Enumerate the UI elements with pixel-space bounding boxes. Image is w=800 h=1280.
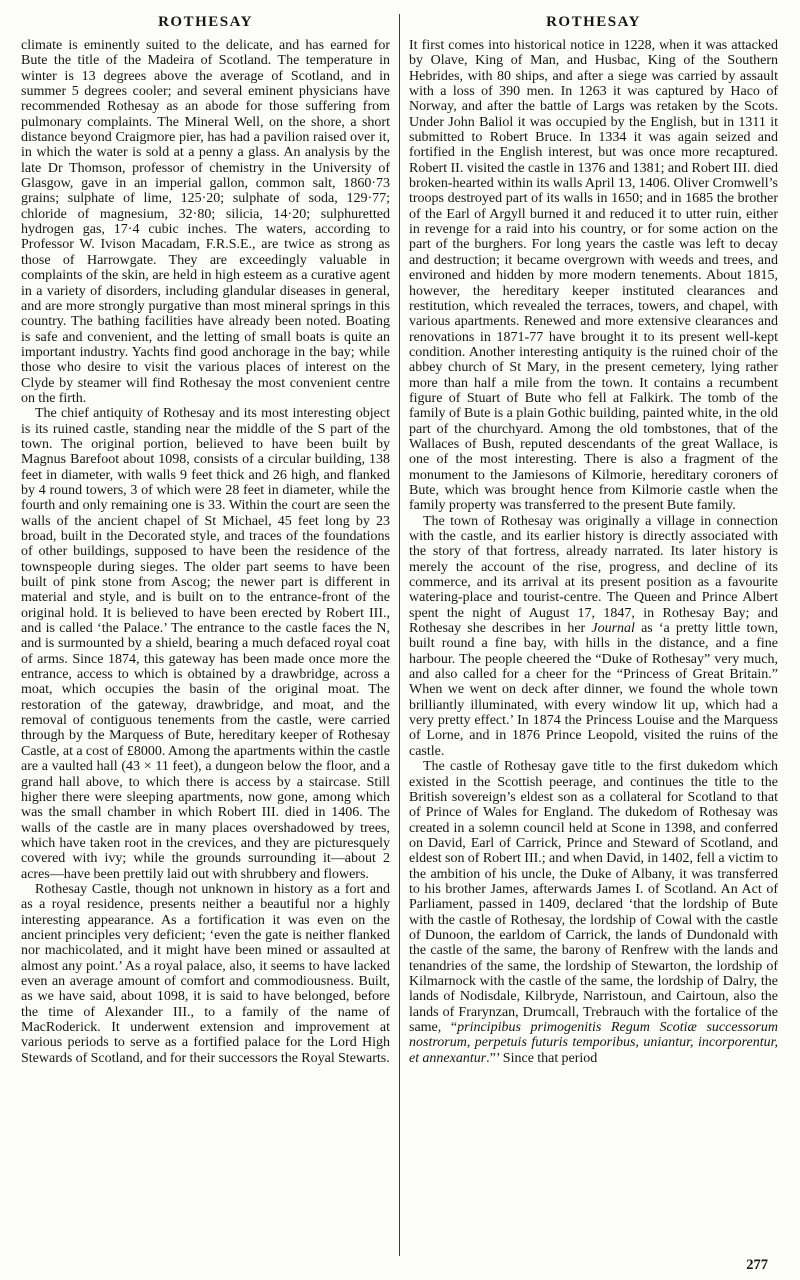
text-segment: The town of Rothesay was originally a village in connection with the castle, and its earlier history is directly associated with the story of that fortress, already narrated. Its later history is merely the account of the rise, progress, and decline of its commerce, and its arrival at its present position as a favourite watering-place and tourist-centre. The Queen and Prince Albert spent the night of August 17, 1847, in Rothesay Bay; and Rothesay she describes in her [409, 513, 778, 637]
text-segment: Rothesay Castle, though not unknown in history as a fort and as a royal residence, presents neither a beautiful nor a highly interesting appearance. As a fortification it was even on the ancient principles very deficient; ‘even the gate is neither flanked nor machicolated, and it might have been mined or assaulted at almost any point.’ As a royal palace, also, it seems to have lacked even an average amount of comfort and commodiousness. Built, as we have said, about 1098, it is said to have belonged, before the time of Alexander III., to a family of the name of MacRoderick. It underwent extension and improvement at various periods to serve as a fortified palace for the Lord High Stewards of Scotland, and for their successors the Royal Stewarts. [21, 881, 390, 1066]
column-divider-rule [399, 14, 400, 1256]
right-column-text [409, 38, 778, 1256]
italic-text-segment: Journal [591, 621, 635, 637]
left-column-header: ROTHESAY [158, 14, 253, 30]
page-number: 277 [746, 1257, 768, 1273]
text-segment: as ‘a pretty little town, built round a fine bay, with hills in the distance, and a fine harbour. The people cheered the “Duke of Rothesay” very much, and also called for a cheer for the “Princess of Great Britain.” When we went on deck after dinner, we found the whole town brilliantly illuminated, with every window lit up, which had a very pretty effect.’ In 1874 the Princess Louise and the Marquess of Lorne, and in 1876 Prince Leopold, visited the ruins of the castle. [409, 621, 778, 759]
paragraph [409, 514, 778, 760]
text-segment: .”’ Since that period [486, 1050, 598, 1066]
text-segment: The castle of Rothesay gave title to the first dukedom which existed in the Scottish peerage, and continues the title to the British sovereign’s eldest son as a collateral for Scotland to that of Prince of Wales for England. The dukedom of Rothesay was created in a solemn council held at Scone in 1398, and conferred on David, Earl of Carrick, Prince and Steward of Scotland, and eldest son of Robert III.; and when David, in 1402, fell a victim to the ambition of his uncle, the Duke of Albany, it was transferred to his brother James, afterwards James I. of Scotland. An Act of Parliament, passed in 1409, declared ‘that the lordship of Bute with the castle of Rothesay, the lordship of Cowal with the castle of Dunoon, the earldom of Carrick, the lands of Dundonald with the castle of the same, the barony of Renfrew with the lands and tenandries of the same, the lordship of Stewarton, the lordship of Kilmarnock with the castle of the same, the lordship of Dalry, the lands of Nodisdale, Kilbryde, Narristoun, and Cairtoun, also the lands of Frarynzan, Drumcall, Trebrauch with the fortalice of the same, “ [409, 759, 778, 1035]
paragraph [409, 38, 778, 514]
paragraph [21, 882, 390, 1066]
two-column-layout [21, 12, 779, 1256]
right-column-header: ROTHESAY [546, 14, 641, 30]
left-column [21, 12, 390, 1256]
left-column-text [21, 38, 390, 1256]
right-column [409, 12, 778, 1256]
text-segment: climate is eminently suited to the delicate, and has earned for Bute the title of the Madeira of Scotland. The temperature in winter is 13 degrees above the average of Scotland, and in summer 5 degrees cooler; and several eminent physicians have recommended Rothesay as an abode for those suffering from pulmonary complaints. The Mineral Well, on the shore, a short distance beyond Craigmore pier, has had a pavilion raised over it, in which the water is sold at a penny a glass. An analysis by the late Dr Thomson, professor of chemistry in the University of Glasgow, gave in an imperial gallon, common salt, 1860·73 grains; sulphate of lime, 125·20; sulphate of soda, 129·77; chloride of magnesium, 32·80; silicia, 14·20; sulphuretted hydrogen gas, 17·4 cubic inches. The waters, according to Professor W. Ivison Macadam, F.R.S.E., are twice as strong as those of Harrowgate. They are exceedingly valuable in complaints of the skin, are held in high esteem as a curative agent in a variety of disorders, including glandular diseases in general, and are more strongly purgative than most mineral springs in this country. The bathing facilities have already been noted. Boating is safe and convenient, and the letting of small boats is quite an important industry. Yachts find good anchorage in the bay; while those who desire to visit the various places of interest on the Clyde by steamer will find Rothesay the most convenient centre on the firth. [21, 38, 390, 406]
italic-text-segment: principibus primogenitis Regum Scotiæ successorum nostrorum, perpetuis futuris temporibus, uniantur, incorporentur, et annexantur [409, 1020, 778, 1066]
paragraph [21, 406, 390, 882]
paragraph [409, 759, 778, 1066]
text-segment: It first comes into historical notice in 1228, when it was attacked by Olave, King of Man, and Husbac, King of the Southern Hebrides, with 80 ships, and after a siege was carried by assault with a loss of 390 men. In 1263 it was captured by Haco of Norway, and after the battle of Largs was retaken by the Scots. Under John Baliol it was occupied by the English, but in 1311 it submitted to Robert Bruce. In 1334 it was again seized and fortified in the English interest, but was once more recaptured. Robert II. visited the castle in 1376 and 1381; and Robert III. died broken-hearted within its walls April 13, 1406. Oliver Cromwell’s troops destroyed part of its walls in 1650; and in 1685 the brother of the Earl of Argyll burned it and reduced it to utter ruin, either in revenge for a raid into his country, or for some action on the part of the burghers. For long years the castle was left to decay and destruction; it became overgrown with weeds and trees, and environed and hidden by more modern tenements. About 1815, however, the hereditary keeper instituted clearances and restitution, which revealed the terraces, towers, and chapel, with various apartments. Renewed and more extensive clearances and renovations in 1871-77 have brought it to its present well-kept condition. Another interesting antiquity is the ruined choir of the abbey church of St Mary, in the present cemetery, lying rather more than half a mile from the town. It contains a recumbent figure of Stuart of Bute who fell at Falkirk. The tomb of the family of Bute is a plain Gothic building, painted white, in the old part of the churchyard. Among the old tombstones, that of the Wallaces of Bush, reputed descendants of the great Wallace, is one of the most interesting. There is also a fragment of the monument to the Jamiesons of Kilmorie, hereditary coroners of Bute, which was brought hence from Kilmorie castle when the family property was transferred to the present Bute family. [409, 38, 778, 514]
paragraph [21, 38, 390, 406]
text-segment: The chief antiquity of Rothesay and its most interesting object is its ruined castle, standing near the middle of the S part of the town. The original portion, believed to have been built by Magnus Barefoot about 1098, consists of a circular building, 138 feet in diameter, with walls 9 feet thick and 26 high, and flanked by 4 round towers, 3 of which were 28 feet in diameter, while the fourth and only remaining one is 33. Within the court are seen the walls of the ancient chapel of St Michael, 45 feet long by 23 broad, built in the Decorated style, and traces of the foundations of other buildings, supposed to have been the residence of the townspeople during sieges. The older part seems to have been built of pink stone from Ascog; the newer part is different in material and style, and is built on to the entrance-front of the original hold. It is believed to have been erected by Robert III., and is called ‘the Palace.’ The entrance to the castle faces the N, and is surmounted by a shield, bearing a much defaced royal coat of arms. Since 1874, this gateway has been made once more the entrance, access to which is obtained by a drawbridge, across a moat, which occupies the basin of the original moat. The restoration of the gateway, drawbridge, and moat, and the removal of contiguous tenements from the castle, were carried through by the Marquess of Bute, hereditary keeper of Rothesay Castle, at a cost of £8000. Among the apartments within the castle are a vaulted hall (43 × 11 feet), a dungeon below the floor, and a grand hall above, to which there is access by a staircase. Still higher there were sleeping apartments, now gone, among which was the small chamber in which Robert III. died in 1406. The walls of the castle are in many places overshadowed by trees, which have taken root in the crevices, and they are picturesquely covered with ivy; while the grounds surrounding it—about 2 acres—have been prettily laid out with shrubbery and flowers. [21, 406, 390, 882]
